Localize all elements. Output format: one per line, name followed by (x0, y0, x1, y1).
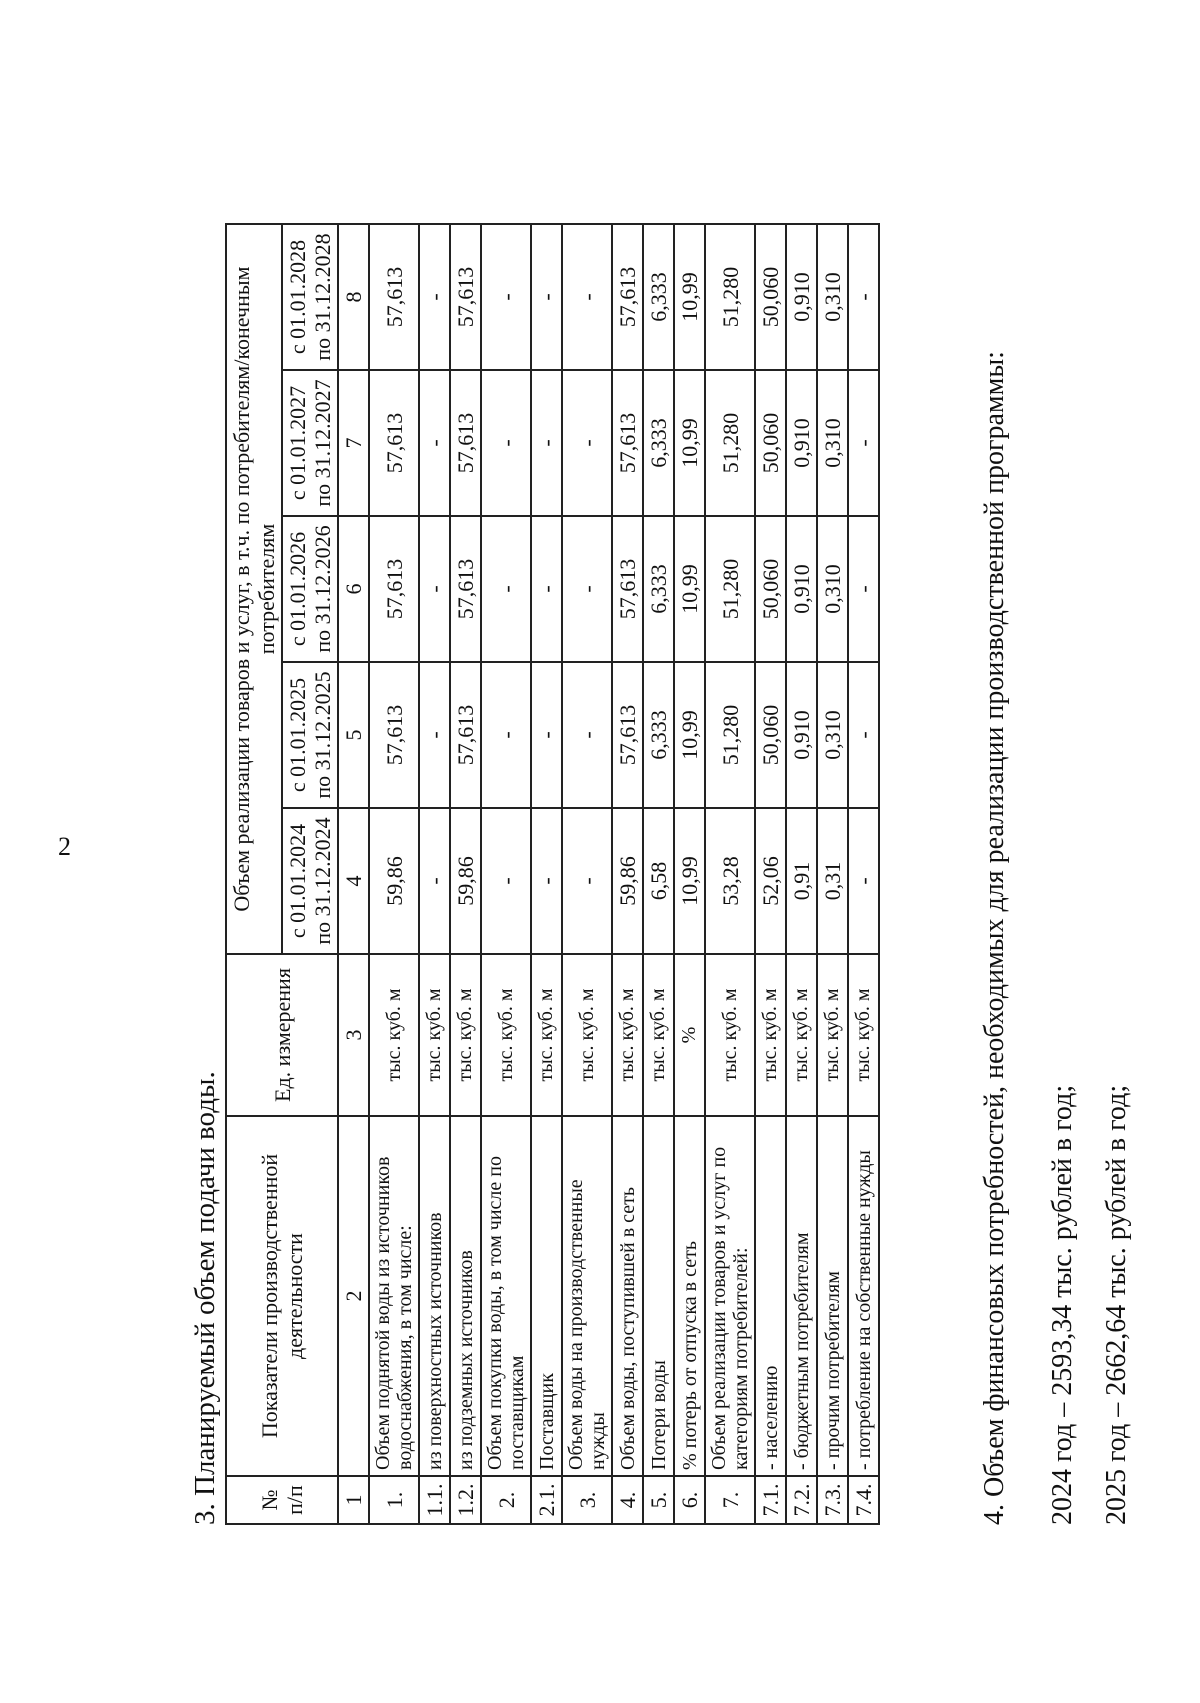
row-value-cell: - (531, 516, 562, 662)
row-value-cell: 57,613 (612, 662, 643, 808)
row-num-cell: 2. (481, 1476, 531, 1524)
row-value-cell: - (481, 516, 531, 662)
table-row (848, 224, 879, 1524)
row-num-cell: 6. (674, 1476, 705, 1524)
row-value-cell: 51,280 (705, 224, 755, 370)
row-value-cell: - (419, 370, 450, 516)
row-value-cell: 0,910 (786, 662, 817, 808)
row-unit-cell: тыс. куб. м (531, 954, 562, 1116)
row-value-cell: 50,060 (755, 370, 786, 516)
table-row (419, 224, 450, 1524)
row-indicator-cell: Объем воды на производственные нужды (562, 1116, 612, 1476)
row-value-cell: 57,613 (369, 370, 419, 516)
finance-line-2025: 2025 год – 2662,64 тыс. рублей в год; (1101, 1084, 1132, 1525)
row-value-cell: - (562, 370, 612, 516)
finance-line-2024: 2024 год – 2593,34 тыс. рублей в год; (1047, 1084, 1078, 1525)
row-value-cell: - (562, 224, 612, 370)
row-value-cell: 10,99 (674, 224, 705, 370)
section-4-title: 4. Объем финансовых потребностей, необходимых для реализации производственной программы: (979, 351, 1010, 1525)
index-cell: 4 (338, 808, 369, 954)
row-value-cell: 10,99 (674, 370, 705, 516)
index-row (338, 224, 369, 1524)
row-num-cell: 7.1. (755, 1476, 786, 1524)
row-value-cell: 0,310 (817, 224, 848, 370)
row-num-cell: 2.1. (531, 1476, 562, 1524)
row-value-cell: 0,910 (786, 224, 817, 370)
header-volume: Объем реализации товаров и услуг, в т.ч. по потребителям/конечным потребителям (226, 224, 282, 954)
table-row (481, 224, 531, 1524)
row-unit-cell: тыс. куб. м (817, 954, 848, 1116)
row-value-cell: 6,333 (643, 516, 674, 662)
row-num-cell: 1. (369, 1476, 419, 1524)
row-value-cell: - (481, 224, 531, 370)
row-value-cell: - (848, 662, 879, 808)
row-value-cell: 0,31 (817, 808, 848, 954)
row-indicator-cell: Объем воды, поступившей в сеть (612, 1116, 643, 1476)
row-unit-cell: тыс. куб. м (643, 954, 674, 1116)
row-value-cell: 0,310 (817, 662, 848, 808)
row-indicator-cell: - бюджетным потребителям (786, 1116, 817, 1476)
row-value-cell: - (562, 808, 612, 954)
row-unit-cell: тыс. куб. м (450, 954, 481, 1116)
header-period: с 01.01.2027 по 31.12.2027 (282, 370, 338, 516)
row-value-cell: 10,99 (674, 516, 705, 662)
row-value-cell: 57,613 (450, 662, 481, 808)
row-unit-cell: тыс. куб. м (848, 954, 879, 1116)
row-value-cell: - (531, 662, 562, 808)
row-unit-cell: тыс. куб. м (562, 954, 612, 1116)
row-value-cell: - (531, 808, 562, 954)
row-num-cell: 4. (612, 1476, 643, 1524)
row-value-cell: - (848, 516, 879, 662)
row-indicator-cell: Объем поднятой воды из источников водоснабжения, в том числе: (369, 1116, 419, 1476)
index-cell: 3 (338, 954, 369, 1116)
table-row (755, 224, 786, 1524)
row-value-cell: - (531, 224, 562, 370)
row-indicator-cell: % потерь от отпуска в сеть (674, 1116, 705, 1476)
row-value-cell: 0,310 (817, 370, 848, 516)
row-value-cell: - (481, 662, 531, 808)
row-value-cell: 6,333 (643, 662, 674, 808)
row-value-cell: 6,333 (643, 370, 674, 516)
row-value-cell: 59,86 (612, 808, 643, 954)
row-indicator-cell: Потери воды (643, 1116, 674, 1476)
table-row (369, 224, 419, 1524)
row-value-cell: 57,613 (450, 370, 481, 516)
row-value-cell: 51,280 (705, 516, 755, 662)
row-value-cell: 57,613 (612, 224, 643, 370)
row-num-cell: 7.4. (848, 1476, 879, 1524)
row-value-cell: 57,613 (450, 224, 481, 370)
row-value-cell: 50,060 (755, 662, 786, 808)
index-cell: 2 (338, 1116, 369, 1476)
row-unit-cell: тыс. куб. м (786, 954, 817, 1116)
index-cell: 1 (338, 1476, 369, 1524)
row-value-cell: - (419, 808, 450, 954)
row-value-cell: 0,910 (786, 370, 817, 516)
index-cell: 7 (338, 370, 369, 516)
row-num-cell: 5. (643, 1476, 674, 1524)
row-value-cell: 10,99 (674, 662, 705, 808)
row-value-cell: 57,613 (612, 370, 643, 516)
row-value-cell: 57,613 (450, 516, 481, 662)
row-value-cell: - (419, 662, 450, 808)
row-num-cell: 7.2. (786, 1476, 817, 1524)
row-value-cell: 50,060 (755, 516, 786, 662)
header-num: № п/п (226, 1476, 338, 1524)
header-indicator: Показатели производственной деятельности (226, 1116, 338, 1476)
row-indicator-cell: из подземных источников (450, 1116, 481, 1476)
row-value-cell: - (419, 224, 450, 370)
row-value-cell: 52,06 (755, 808, 786, 954)
row-value-cell: 57,613 (369, 662, 419, 808)
row-value-cell: 6,58 (643, 808, 674, 954)
row-value-cell: 59,86 (450, 808, 481, 954)
row-value-cell: 50,060 (755, 224, 786, 370)
table-row (562, 224, 612, 1524)
row-indicator-cell: Поставщик (531, 1116, 562, 1476)
row-value-cell: 0,91 (786, 808, 817, 954)
header-period: с 01.01.2026 по 31.12.2026 (282, 516, 338, 662)
header-period: с 01.01.2025 по 31.12.2025 (282, 662, 338, 808)
table-row (612, 224, 643, 1524)
water-supply-table (225, 223, 880, 1525)
row-indicator-cell: - потребление на собственные нужды (848, 1116, 879, 1476)
table-row (705, 224, 755, 1524)
rotated-page-content (190, 145, 1135, 1555)
row-value-cell: 6,333 (643, 224, 674, 370)
row-value-cell: - (848, 808, 879, 954)
row-num-cell: 3. (562, 1476, 612, 1524)
row-value-cell: 51,280 (705, 370, 755, 516)
page-number: 2 (58, 832, 71, 861)
section-3-title: 3. Планируемый объем подачи воды. (189, 1071, 221, 1525)
row-value-cell: - (531, 370, 562, 516)
row-value-cell: 53,28 (705, 808, 755, 954)
header-period: с 01.01.2024 по 31.12.2024 (282, 808, 338, 954)
table-row (531, 224, 562, 1524)
row-value-cell: 0,310 (817, 516, 848, 662)
row-value-cell: 10,99 (674, 808, 705, 954)
row-unit-cell: тыс. куб. м (419, 954, 450, 1116)
row-indicator-cell: - населению (755, 1116, 786, 1476)
row-unit-cell: тыс. куб. м (481, 954, 531, 1116)
row-unit-cell: тыс. куб. м (705, 954, 755, 1116)
table-row (786, 224, 817, 1524)
index-cell: 8 (338, 224, 369, 370)
row-num-cell: 7.3. (817, 1476, 848, 1524)
row-value-cell: - (562, 662, 612, 808)
row-value-cell: 0,910 (786, 516, 817, 662)
row-value-cell: 57,613 (612, 516, 643, 662)
index-cell: 6 (338, 516, 369, 662)
header-unit: Ед. измерения (226, 954, 338, 1116)
row-value-cell: - (419, 516, 450, 662)
table-row (674, 224, 705, 1524)
row-value-cell: 59,86 (369, 808, 419, 954)
table-row (450, 224, 481, 1524)
row-indicator-cell: Объем реализации товаров и услуг по категориям потребителей: (705, 1116, 755, 1476)
header-period: с 01.01.2028 по 31.12.2028 (282, 224, 338, 370)
index-cell: 5 (338, 662, 369, 808)
row-value-cell: - (848, 370, 879, 516)
row-value-cell: 57,613 (369, 224, 419, 370)
row-value-cell: - (562, 516, 612, 662)
row-value-cell: - (481, 370, 531, 516)
row-value-cell: 57,613 (369, 516, 419, 662)
row-indicator-cell: Объем покупки воды, в том числе по поставщикам (481, 1116, 531, 1476)
row-unit-cell: тыс. куб. м (369, 954, 419, 1116)
row-unit-cell: тыс. куб. м (612, 954, 643, 1116)
table-row (643, 224, 674, 1524)
row-num-cell: 1.2. (450, 1476, 481, 1524)
row-num-cell: 7. (705, 1476, 755, 1524)
row-num-cell: 1.1. (419, 1476, 450, 1524)
row-value-cell: - (848, 224, 879, 370)
table-row (817, 224, 848, 1524)
row-unit-cell: тыс. куб. м (755, 954, 786, 1116)
row-value-cell: - (481, 808, 531, 954)
row-unit-cell: % (674, 954, 705, 1116)
row-indicator-cell: из поверхностных источников (419, 1116, 450, 1476)
row-value-cell: 51,280 (705, 662, 755, 808)
row-indicator-cell: - прочим потребителям (817, 1116, 848, 1476)
